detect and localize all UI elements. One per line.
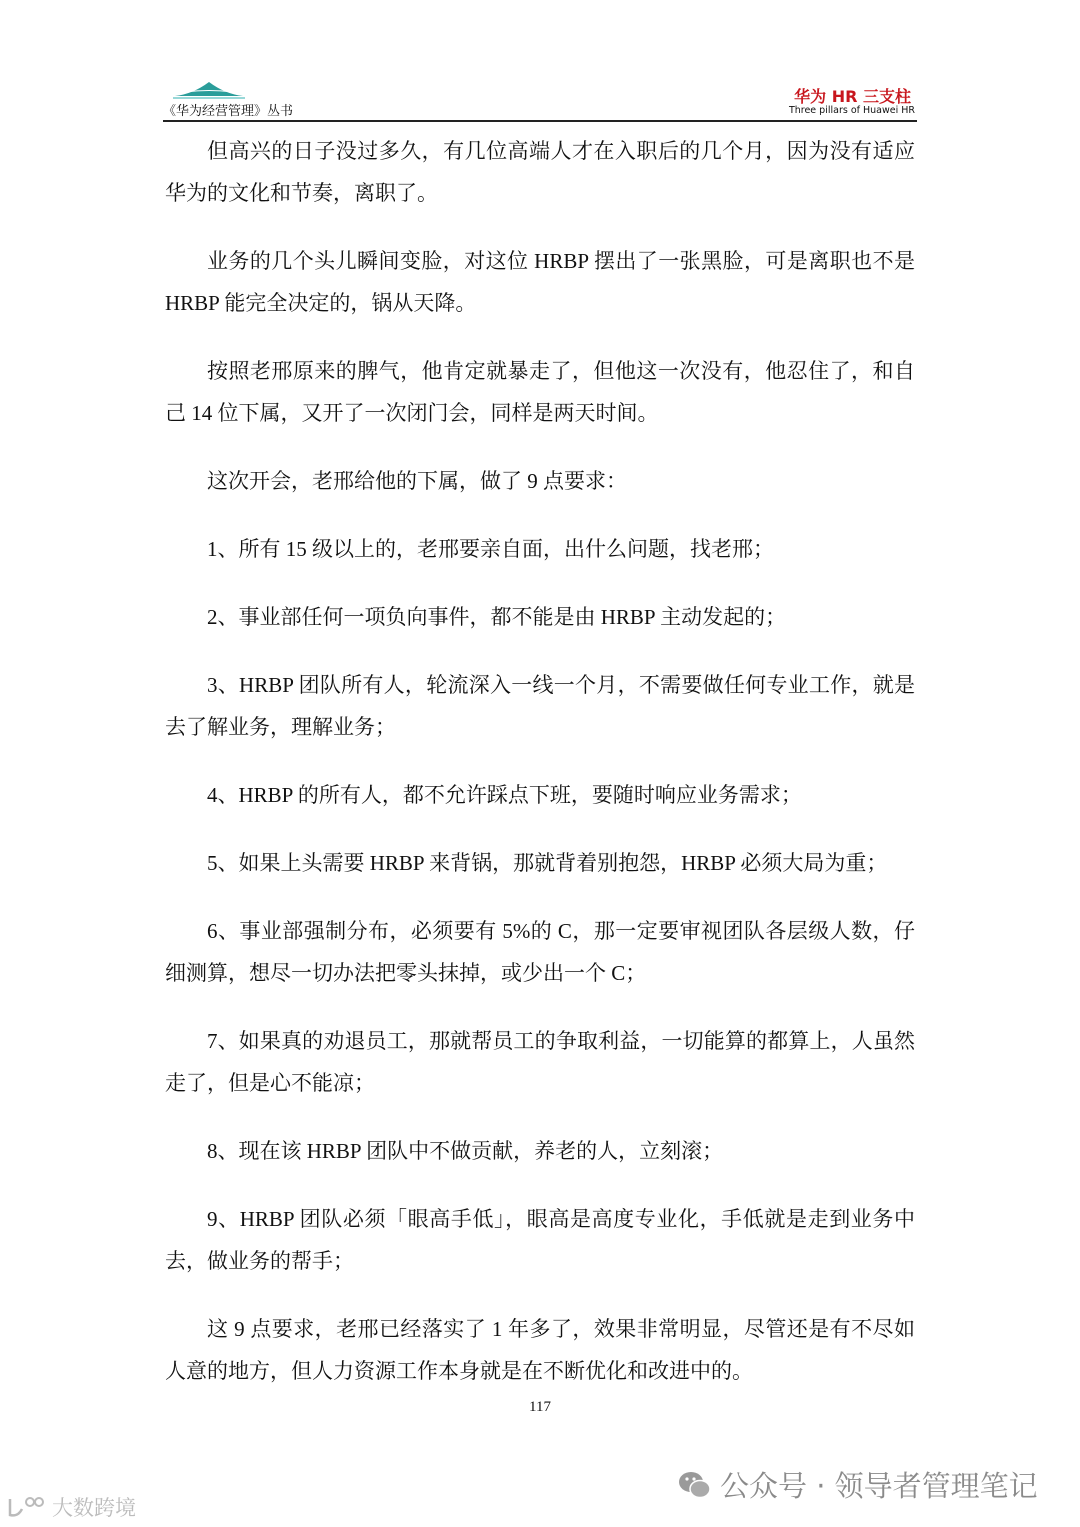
paragraph: 业务的几个头儿瞬间变脸，对这位 HRBP 摆出了一张黑脸，可是离职也不是 HRBP 能完全决定的，锅从天降。 (165, 249, 915, 315)
list-item: 7、如果真的劝退员工，那就帮员工的争取利益，一切能算的都算上，人虽然走了，但是心不能凉； (165, 1029, 915, 1095)
list-item: 9、HRBP 团队必须「眼高手低」，眼高是高度专业化，手低就是走到业务中去，做业务的帮手； (165, 1207, 915, 1273)
list-item: 1、所有 15 级以上的，老邢要亲自面，出什么问题，找老邢； (207, 537, 774, 561)
book-series-title: 《华为经营管理》丛书 (163, 104, 294, 119)
corner-watermark-text: 大数跨境 (52, 1496, 136, 1520)
body-text (165, 130, 915, 1418)
corner-watermark (6, 1492, 136, 1522)
list-item: 8、现在该 HRBP 团队中不做贡献，养老的人，立刻滚； (207, 1139, 724, 1163)
list-item: 6、事业部强制分布，必须要有 5%的 C，那一定要审视团队各层级人数，仔细测算，想尽一切办法把零头抹掉，或少出一个 C； (165, 919, 915, 985)
list-item: 2、事业部任何一项负向事件，都不能是由 HRBP 主动发起的； (207, 605, 787, 629)
paragraph: 这 9 点要求，老邢已经落实了 1 年多了，效果非常明显，尽管还是有不尽如人意的地方，但人力资源工作本身就是在不断优化和改进中的。 (165, 1317, 915, 1383)
corner-logo-icon (6, 1495, 46, 1519)
wechat-watermark-text: 公众号 · 领导者管理笔记 (720, 1469, 1038, 1503)
wechat-icon (678, 1470, 712, 1500)
page-number: 117 (529, 1399, 551, 1415)
list-item: 4、HRBP 的所有人，都不允许踩点下班，要随时响应业务需求； (207, 783, 802, 807)
paragraph: 按照老邢原来的脾气，他肯定就暴走了，但他这一次没有，他忍住了，和自己 14 位下属，又开了一次闭门会，同样是两天时间。 (165, 359, 915, 425)
paragraph: 这次开会，老邢给他的下属，做了 9 点要求： (207, 469, 627, 493)
wechat-watermark (678, 1464, 1038, 1505)
brand-title: 华为 HR 三支柱 (794, 87, 911, 106)
list-item: 3、HRBP 团队所有人，轮流深入一线一个月，不需要做任何专业工作，就是去了解业务，理解业务； (165, 673, 915, 739)
page-header (163, 76, 917, 122)
mountain-logo-icon (173, 80, 245, 100)
brand-subtitle: Three pillars of Huawei HR (788, 105, 915, 116)
paragraph: 但高兴的日子没过多久，有几位高端人才在入职后的几个月，因为没有适应华为的文化和节奏，离职了。 (165, 139, 915, 205)
list-item: 5、如果上头需要 HRBP 来背锅，那就背着别抱怨，HRBP 必须大局为重； (207, 851, 888, 875)
